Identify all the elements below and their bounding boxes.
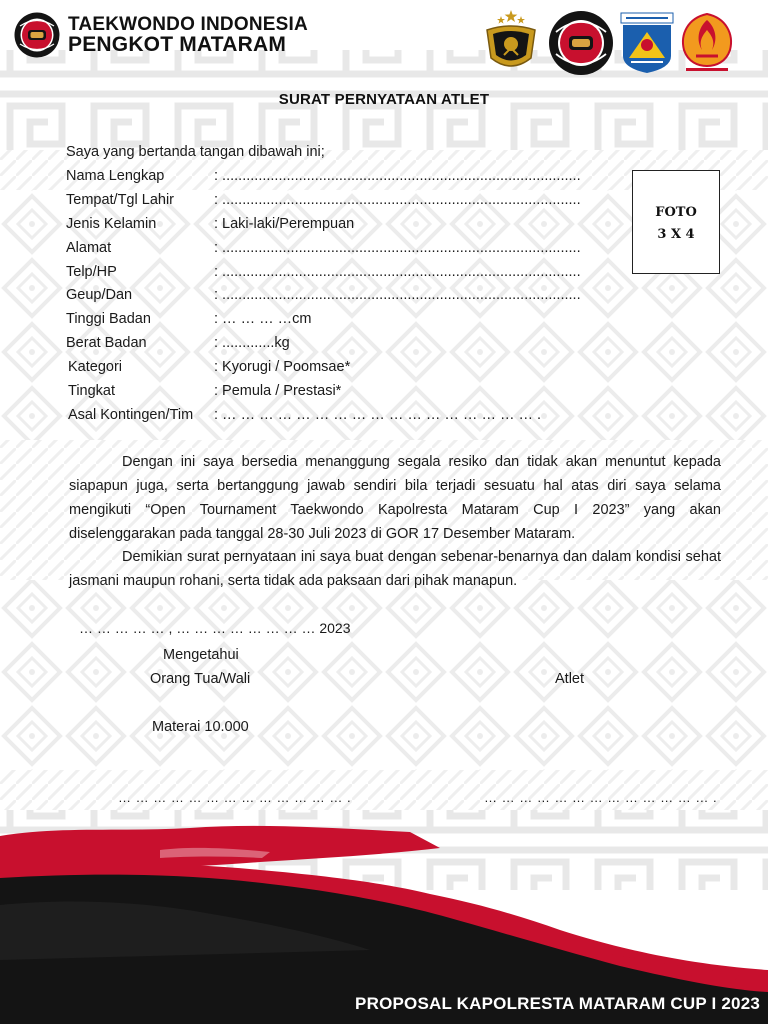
photo-placeholder xyxy=(632,170,720,274)
athlete-signature-line: … … … … … … … … … … … … … . xyxy=(484,790,718,805)
field-berat-badan xyxy=(66,334,626,358)
taekwondo-indonesia-logo-right xyxy=(548,10,614,76)
field-value: : … … … …cm xyxy=(214,311,312,328)
org-name-line2: PENGKOT MATARAM xyxy=(68,33,287,56)
field-label: Telp/HP xyxy=(66,263,117,280)
athlete-label: Atlet xyxy=(555,671,585,687)
org-name-line1: TAEKWONDO INDONESIA xyxy=(68,14,308,35)
field-value: : Kyorugi / Poomsae* xyxy=(214,359,351,376)
photo-label: FOTO xyxy=(655,205,697,220)
document-title: SURAT PERNYATAAN ATLET xyxy=(278,91,490,108)
field-tempat-tgl-lahir xyxy=(66,191,626,215)
field-nama-lengkap xyxy=(66,167,626,191)
field-tinggi-badan xyxy=(66,310,626,334)
field-value: : ......................................................................................... xyxy=(214,287,581,304)
parent-signature-line: … … … … … … … … … … … … … . xyxy=(118,790,352,805)
field-value: : ......................................................................................... xyxy=(214,263,581,280)
closing-paragraph: Demikian surat pernyataan ini saya buat dengan sebenar-benarnya dan dalam kondisi sehat jasmani maupun rohani, serta tidak ada paksaan dari pihak manapun. xyxy=(69,549,721,589)
statement-paragraph: Dengan ini saya bersedia menanggung segala resiko dan tidak akan menuntut kepada siapapun juga, serta bertanggung jawab sendiri bila terjadi sesuatu hal atas diri saya selama mengikuti “Open Tournament Taekwondo Kapolresta Mataram Cup I 2023” yang akan diselenggarakan pada tanggal 28-30 Juli 2023 di GOR 17 Desember Mataram. xyxy=(69,454,721,542)
field-value: : Laki-laki/Perempuan xyxy=(214,215,355,232)
field-alamat xyxy=(66,239,626,263)
field-label: Tinggi Badan xyxy=(66,311,151,328)
field-geup-dan xyxy=(66,286,626,310)
field-label: Tingkat xyxy=(68,383,116,400)
field-label: Geup/Dan xyxy=(66,287,133,304)
field-jenis-kelamin xyxy=(66,215,626,239)
field-label: Kategori xyxy=(68,359,123,376)
koni-logo xyxy=(678,12,736,76)
place-date-line: … … … … … , … … … … … … … … 2023 xyxy=(79,620,351,636)
field-tingkat xyxy=(66,382,626,406)
intro-text: Saya yang bertanda tangan dibawah ini; xyxy=(66,144,325,160)
field-value: : .............kg xyxy=(214,335,290,352)
field-value: : ......................................................................................... xyxy=(214,168,581,184)
field-label: Berat Badan xyxy=(66,335,147,352)
field-value: : ......................................................................................... xyxy=(214,239,581,256)
field-kategori xyxy=(66,358,626,382)
field-telp-hp xyxy=(66,263,626,287)
field-value: : Pemula / Prestasi* xyxy=(214,383,342,400)
field-label: Jenis Kelamin xyxy=(66,215,157,232)
parent-label: Orang Tua/Wali xyxy=(150,671,251,687)
kota-mataram-logo xyxy=(620,12,674,74)
field-asal-kontingen xyxy=(66,406,626,430)
field-label: Alamat xyxy=(66,239,112,256)
field-label: Nama Lengkap xyxy=(66,168,165,184)
field-value: : … … … … … … … … … … … … … … … … … . xyxy=(214,406,542,423)
field-label: Tempat/Tgl Lahir xyxy=(66,191,174,208)
acknowledged-label: Mengetahui xyxy=(163,647,239,663)
footer-title: PROPOSAL KAPOLRESTA MATARAM CUP I 2023 xyxy=(355,994,760,1013)
field-label: Asal Kontingen/Tim xyxy=(68,406,194,423)
stamp-label: Materai 10.000 xyxy=(152,719,249,735)
athlete-form xyxy=(66,167,626,430)
polri-logo xyxy=(476,8,546,78)
field-value: : ......................................................................................... xyxy=(214,191,581,208)
photo-size: 3 X 4 xyxy=(657,227,695,242)
taekwondo-indonesia-logo xyxy=(14,12,60,58)
